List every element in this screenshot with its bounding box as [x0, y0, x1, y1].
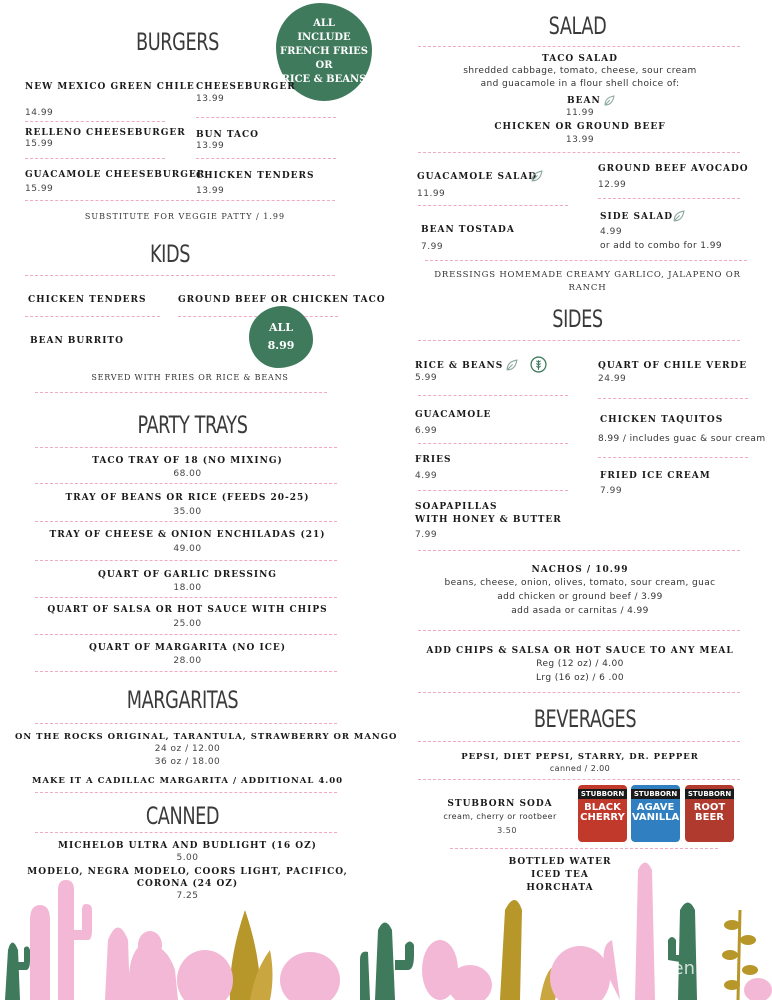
margaritas-24oz: 24 oz / 12.00 [154, 744, 221, 754]
burgers-include-badge: ALL INCLUDE FRENCH FRIES OR RICE & BEANS [276, 3, 372, 101]
menu-item-name: GUACAMOLE [415, 410, 492, 420]
chips-title: ADD CHIPS & SALSA OR HOT SAUCE TO ANY MEAL [426, 646, 734, 656]
kids-note: SERVED WITH FRIES OR RICE & BEANS [91, 373, 289, 382]
menu-item-price: 7.25 [176, 891, 199, 901]
divider [35, 671, 337, 672]
party-trays-heading: PARTY TRAYS [137, 411, 248, 439]
menu-item-name: TRAY OF CHEESE & ONION ENCHILADAS (21) [49, 530, 326, 540]
menu-item-price: 28.00 [173, 656, 202, 666]
menu-item-price: 11.99 [417, 189, 446, 199]
menu-item-name: RELLENO CHEESEBURGER [25, 128, 186, 138]
menu-item-price: 25.00 [173, 619, 202, 629]
divider [25, 121, 165, 122]
dressings-note: RANCH [568, 283, 607, 293]
side-salad-note: or add to combo for 1.99 [600, 241, 722, 251]
menu-item-name: CHICKEN TAQUITOS [600, 415, 724, 425]
divider [25, 200, 335, 201]
menu-item-name: CHICKEN OR GROUND BEEF [494, 122, 666, 132]
menu-item-price: 35.00 [173, 507, 202, 517]
menu-item-name: FRIED ICE CREAM [600, 471, 711, 481]
margaritas-36oz: 36 oz / 18.00 [154, 757, 221, 767]
nachos-add-meat: add chicken or ground beef / 3.99 [497, 592, 663, 602]
chips-large: Lrg (16 oz) / 6 .00 [536, 673, 624, 683]
menu-item-name: GUACAMOLE CHEESEBURGER [25, 170, 206, 180]
sodas-price: canned / 2.00 [549, 764, 611, 773]
menu-item-price: 13.99 [196, 186, 225, 196]
gluten-free-wheat-icon [530, 356, 547, 373]
divider [418, 779, 740, 780]
divider [35, 634, 337, 635]
menu-item-name: RICE & BEANS [415, 361, 504, 371]
menu-item-price: 15.99 [25, 184, 54, 194]
sides-heading: SIDES [552, 305, 603, 333]
sodas-list: PEPSI, DIET PEPSI, STARRY, DR. PEPPER [461, 752, 699, 762]
divider [598, 457, 748, 458]
menu-item-name: TACO SALAD [542, 54, 618, 64]
menu-item-name: QUART OF CHILE VERDE [598, 361, 748, 371]
menu-item-name: MICHELOB ULTRA AND BUDLIGHT (16 OZ) [58, 841, 317, 851]
menu-item-price: 13.99 [196, 141, 225, 151]
menu-item-name: QUART OF MARGARITA (NO ICE) [89, 643, 286, 653]
menu-item-price: 15.99 [25, 139, 54, 149]
divider [418, 692, 740, 693]
divider [196, 117, 336, 118]
stubborn-soda-name: STUBBORN SODA [447, 799, 553, 809]
stubborn-soda-price: 3.50 [497, 826, 517, 835]
taco-salad-desc: and guacamole in a flour shell choice of: [480, 79, 680, 89]
salad-heading: SALAD [548, 12, 607, 40]
menu-item-price: 24.99 [598, 374, 627, 384]
stubborn-can-root-beer: STUBBORN ROOT BEER [685, 785, 734, 842]
menu-item-name: QUART OF SALSA OR HOT SAUCE WITH CHIPS [47, 605, 328, 615]
beverages-heading: BEVERAGES [533, 705, 637, 733]
nachos-title: NACHOS / 10.99 [531, 565, 629, 575]
divider [450, 848, 718, 849]
menu-item-name: BUN TACO [196, 130, 260, 140]
divider [35, 447, 337, 448]
divider [35, 597, 337, 598]
menu-item-price: 18.00 [173, 583, 202, 593]
divider [418, 443, 568, 444]
menu-item-price: 6.99 [415, 426, 438, 436]
divider [196, 158, 336, 159]
burgers-heading: BURGERS [136, 28, 219, 56]
divider [35, 792, 337, 793]
menu-item-name: CHICKEN TENDERS [196, 171, 315, 181]
menu-item-price: 14.99 [25, 108, 54, 118]
menu-item-name: BEAN [567, 96, 601, 106]
vegetarian-leaf-icon [603, 95, 615, 107]
menu-item-name: NEW MEXICO GREEN CHILE [25, 82, 195, 92]
menu-item-price: 49.00 [173, 544, 202, 554]
divider [418, 490, 568, 491]
nachos-desc: beans, cheese, onion, olives, tomato, sour cream, guac [444, 578, 716, 588]
canned-heading: CANNED [145, 802, 220, 830]
divider [25, 275, 335, 276]
divider [418, 152, 740, 153]
menu-watermark: menu [655, 958, 707, 979]
menu-item-name: QUART OF GARLIC DRESSING [98, 570, 277, 580]
divider [35, 560, 337, 561]
menu-item-name: SIDE SALAD [600, 212, 674, 222]
divider [25, 316, 160, 317]
menu-item-price: 7.99 [415, 530, 438, 540]
kids-price-badge: ALL 8.99 [249, 306, 313, 368]
menu-item-price: 13.99 [196, 94, 225, 104]
vegetarian-leaf-icon [530, 170, 543, 183]
dressings-note: DRESSINGS HOMEMADE CREAMY GARLICO, JALAPENO OR [434, 270, 741, 280]
menu-item-price: 7.99 [600, 486, 623, 496]
menu-item-name: BEAN TOSTADA [421, 225, 515, 235]
divider [35, 392, 327, 393]
divider [425, 260, 747, 261]
menu-item-price: 68.00 [173, 469, 202, 479]
menu-item-price: 4.99 [415, 471, 438, 481]
menu-item-name: CHICKEN TENDERS [28, 295, 147, 305]
divider [418, 46, 740, 47]
divider [35, 483, 337, 484]
menu-item-price: 13.99 [565, 135, 595, 145]
vegetarian-leaf-icon [505, 359, 518, 372]
menu-item-name: ICED TEA [531, 870, 589, 880]
menu-item-name: FRIES [415, 455, 452, 465]
vegetarian-leaf-icon [672, 210, 685, 223]
stubborn-can-black-cherry: STUBBORN BLACK CHERRY [578, 785, 627, 842]
menu-item-name: GROUND BEEF AVOCADO [598, 164, 749, 174]
cadillac-margarita: MAKE IT A CADILLAC MARGARITA / ADDITIONAL 4.00 [31, 776, 344, 786]
menu-item-price: 12.99 [598, 180, 627, 190]
margaritas-heading: MARGARITAS [126, 686, 239, 714]
divider [35, 723, 337, 724]
menu-item-name: WITH HONEY & BUTTER [415, 515, 562, 525]
divider [598, 398, 748, 399]
margaritas-flavors: ON THE ROCKS ORIGINAL, TARANTULA, STRAWBERRY OR MANGO [15, 732, 398, 742]
divider [418, 630, 740, 631]
taco-salad-desc: shredded cabbage, tomato, cheese, sour cream [463, 66, 697, 76]
chips-regular: Reg (12 oz) / 4.00 [536, 659, 624, 669]
menu-item-price: 7.99 [421, 242, 444, 252]
menu-item-name: BEAN BURRITO [30, 336, 124, 346]
divider [25, 158, 165, 159]
menu-item-price: 11.99 [565, 108, 595, 118]
divider [418, 395, 568, 396]
menu-item-name: GUACAMOLE SALAD [417, 172, 538, 182]
menu-item-name: TACO TRAY OF 18 (NO MIXING) [92, 456, 283, 466]
divider [598, 198, 740, 199]
divider [418, 741, 740, 742]
menu-item-name: SOAPAPILLAS [415, 502, 498, 512]
menu-item-name: BOTTLED WATER [508, 857, 612, 867]
menu-item-price: 5.00 [176, 853, 199, 863]
divider [418, 340, 740, 341]
veggie-note: SUBSTITUTE FOR VEGGIE PATTY / 1.99 [84, 212, 286, 221]
menu-item-name: GROUND BEEF OR CHICKEN TACO [178, 295, 386, 305]
menu-item-name: HORCHATA [526, 883, 594, 893]
menu-item-name: MODELO, NEGRA MODELO, COORS LIGHT, PACIFICO, [27, 867, 348, 877]
stubborn-can-agave-vanilla: STUBBORN AGAVE VANILLA [631, 785, 680, 842]
stubborn-soda-desc: cream, cherry or rootbeer [443, 812, 557, 821]
menu-item-name: CHEESEBURGER [196, 82, 296, 92]
divider [418, 550, 740, 551]
menu-item-name: CORONA (24 OZ) [136, 879, 239, 889]
divider [35, 832, 337, 833]
taquitos-price: 8.99 / includes guac & sour cream [598, 434, 766, 444]
kids-heading: KIDS [149, 240, 191, 268]
menu-item-name: TRAY OF BEANS OR RICE (FEEDS 20-25) [65, 493, 310, 503]
menu-item-price: 5.99 [415, 373, 438, 383]
nachos-add-meat: add asada or carnitas / 4.99 [511, 606, 649, 616]
menu-item-price: 4.99 [600, 227, 623, 237]
divider [35, 521, 337, 522]
divider [418, 205, 568, 206]
